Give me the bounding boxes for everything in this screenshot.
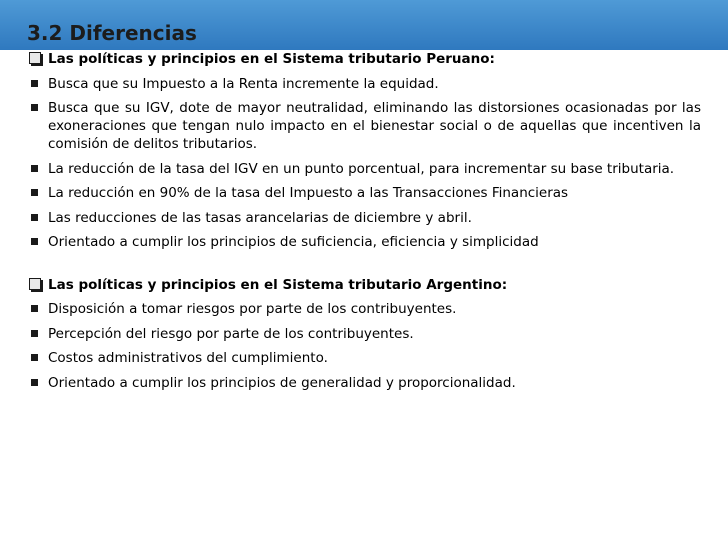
list-item-text: Busca que su Impuesto a la Renta incremente la equidad. xyxy=(48,75,439,92)
list-item xyxy=(27,184,701,202)
list-item xyxy=(27,325,701,343)
list-item-text: La reducción de la tasa del IGV en un punto porcentual, para incrementar su base tributaria. xyxy=(48,160,675,177)
square-bullet-icon xyxy=(28,233,44,251)
section-heading-text: Las políticas y principios en el Sistema tributario Argentino: xyxy=(48,276,508,293)
list-item-text: Percepción del riesgo por parte de los contribuyentes. xyxy=(48,325,414,342)
list-item xyxy=(27,75,701,93)
square-bullet-icon xyxy=(28,374,44,392)
slide-title: 3.2 Diferencias xyxy=(27,21,197,45)
square-bullet-icon xyxy=(28,184,44,202)
section-spacer xyxy=(27,258,701,276)
square-bullet-icon xyxy=(28,349,44,367)
list-item xyxy=(27,99,701,153)
square-bullet-icon xyxy=(28,75,44,93)
list-item-text: Orientado a cumplir los principios de suficiencia, eficiencia y simplicidad xyxy=(48,234,539,250)
square-bullet-icon xyxy=(28,209,44,227)
square-bullet-icon xyxy=(28,300,44,318)
square-bullet-icon xyxy=(28,99,44,117)
square-bullet-icon xyxy=(28,325,44,343)
section-heading-text: Las políticas y principios en el Sistema tributario Peruano: xyxy=(48,51,495,67)
section-heading-argentina xyxy=(27,276,701,294)
list-item xyxy=(27,160,701,178)
checkbox-bullet-icon xyxy=(28,50,44,68)
list-item-text: Orientado a cumplir los principios de generalidad y proporcionalidad. xyxy=(48,374,516,391)
list-item xyxy=(27,209,701,227)
section-heading-peru xyxy=(27,50,701,68)
list-item xyxy=(27,300,701,318)
checkbox-bullet-icon xyxy=(28,276,44,294)
list-item xyxy=(27,349,701,367)
list-item-text: Busca que su IGV, dote de mayor neutralidad, eliminando las distorsiones ocasionadas por las exoneraciones que tengan nulo impacto en el bienestar social o de aquellas que incentiven la comisión de delitos tributarios. xyxy=(48,100,701,152)
list-item xyxy=(27,374,701,392)
square-bullet-icon xyxy=(28,160,44,178)
slide-content xyxy=(27,50,701,398)
list-item xyxy=(27,233,701,251)
list-item-text: Disposición a tomar riesgos por parte de los contribuyentes. xyxy=(48,301,457,317)
list-item-text: Costos administrativos del cumplimiento. xyxy=(48,350,328,366)
list-item-text: La reducción en 90% de la tasa del Impuesto a las Transacciones Financieras xyxy=(48,185,569,201)
list-item-text: Las reducciones de las tasas arancelarias de diciembre y abril. xyxy=(48,209,472,226)
